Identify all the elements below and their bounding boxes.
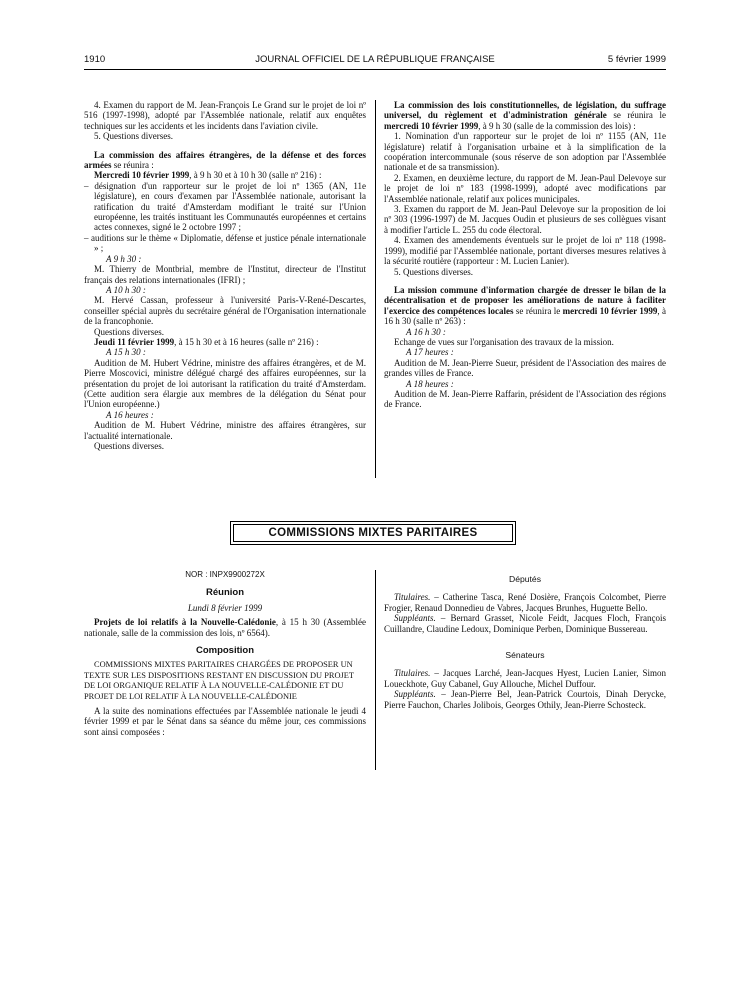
meeting-details: Projets de loi relatifs à la Nouvelle-Calédonie, à 15 h 30 (Assemblée nationale, salle de la commission des lois, nº 6564). xyxy=(84,617,366,638)
commission-announcement: La commission des lois constitutionnelles, de législation, du suffrage universel, du règlement et d'administration générale se réunira le mercredi 10 février 1999, à 9 h 30 (salle de la commission des lois) : xyxy=(384,100,666,131)
agenda-item: 3. Examen du rapport de M. Jean-Paul Delevoye sur la proposition de loi nº 303 (1996-1997) de M. Jacques Oudin et plusieurs de ses collègues visant à modifier l'article L. 255 du code électoral. xyxy=(384,204,666,235)
group-heading-senateurs: Sénateurs xyxy=(505,650,545,661)
paragraph: Questions diverses. xyxy=(94,441,164,451)
time-label: A 16 h 30 : xyxy=(406,326,446,337)
session-date: Mercredi 10 février 1999, à 9 h 30 et à 10 h 30 (salle nº 216) : xyxy=(94,170,322,181)
issue-date: 5 février 1999 xyxy=(607,54,666,65)
column-divider xyxy=(375,570,376,770)
session-date: Jeudi 11 février 1999, à 15 h 30 et à 16 heures (salle nº 216) : xyxy=(94,336,319,347)
mission-announcement: La mission commune d'information chargée de dresser le bilan de la décentralisation et de proposer les améliorations de nature à faciliter l'exercice des compétences locales se réunira le mercredi 10 février 1999, à 16 h 30 (salle nº 263) : xyxy=(384,284,666,327)
section-heading-composition: Composition xyxy=(195,645,255,657)
time-label: A 15 h 30 : xyxy=(106,347,146,358)
paragraph: 5. Questions diverses. xyxy=(94,131,173,142)
group-heading-deputes: Députés xyxy=(508,574,541,584)
right-column-bottom xyxy=(384,574,666,710)
paragraph: M. Hervé Cassan, professeur à l'université Paris-V-René-Descartes, conseiller spécial auprès du secrétaire général de l'Organisation internationale de la francophonie. xyxy=(84,295,366,327)
members-list: Titulaires. – Jacques Larché, Jean-Jacques Hyest, Lucien Lanier, Simon Loueckhote, Guy Cabanel, Guy Allouche, Michel Duffour. xyxy=(384,668,666,689)
time-label: A 10 h 30 : xyxy=(106,284,146,295)
agenda-item: 5. Questions diverses. xyxy=(394,266,473,277)
agenda-item: 4. Examen des amendements éventuels sur le projet de loi nº 118 (1998-1999), modifié par l'Assemblée nationale, portant diverses mesures relatives à la sécurité routière (rapporteur : M. Lucien Lanier). xyxy=(384,235,666,267)
column-divider xyxy=(375,100,376,478)
section-banner xyxy=(230,521,516,545)
paragraph: Questions diverses. xyxy=(94,326,164,337)
agenda-item: – auditions sur le thème « Diplomatie, défense et justice pénale internationale » ; xyxy=(84,232,366,254)
commission-caps-title: COMMISSIONS MIXTES PARITAIRES CHARGÉES DE PROPOSER UN TEXTE SUR LES DISPOSITIONS RESTANT EN DISCUSSION DU PROJET DE LOI ORGANIQUE RELATIF À LA NOUVELLE-CALÉDONIE ET DU PROJET DE LOI RELATIF À LA NOUVELLE-CALÉDONIE xyxy=(84,660,354,701)
members-list: Suppléants. – Bernard Grasset, Nicole Feidt, Jacques Floch, François Cuillandre, Claudine Ledoux, Dominique Perben, Dominique Bussereau. xyxy=(384,613,666,634)
nor-reference: NOR : INPX9900272X xyxy=(185,570,265,579)
paragraph: Audition de M. Hubert Védrine, ministre des affaires étrangères, et de M. Pierre Moscovici, ministre délégué chargé des affaires européennes, sur la présentation du projet de loi autorisant la ratification du traité d'Amsterdam. (Cette audition sera élargie aux membres de la délégation du Sénat pour l'Union européenne.) xyxy=(84,357,366,410)
agenda-item: – désignation d'un rapporteur sur le projet de loi nº 1365 (AN, 11e législature), en cours d'examen par l'Assemblée nationale, autorisant la ratification du traité d'Amsterdam modifiant le traité sur l'Union européenne, les traités instituant les Communautés européennes et certains actes connexes, signé le 2 octobre 1997 ; xyxy=(84,180,366,233)
page-number: 1910 xyxy=(84,54,106,65)
agenda-item: 2. Examen, en deuxième lecture, du rapport de M. Jean-Paul Delevoye sur le projet de loi nº 183 (1998-1999), adopté avec modifications par l'Assemblée nationale, relatif aux polices municipales. xyxy=(384,172,666,204)
left-column-bottom xyxy=(84,570,366,737)
paragraph: Audition de M. Hubert Védrine, ministre des affaires étrangères, sur l'actualité internationale. xyxy=(84,420,366,441)
commission-announcement: La commission des affaires étrangères, de la défense et des forces armées se réunira : xyxy=(84,149,366,171)
meeting-date: Lundi 8 février 1999 xyxy=(187,602,263,613)
right-column-top xyxy=(384,100,666,410)
page-header xyxy=(84,54,666,68)
paragraph: Echange de vues sur l'organisation des travaux de la mission. xyxy=(394,336,614,347)
section-title: COMMISSIONS MIXTES PARITAIRES xyxy=(233,524,513,542)
time-label: A 18 heures : xyxy=(406,378,454,389)
time-label: A 17 heures : xyxy=(406,347,454,358)
members-list: Suppléants. – Jean-Pierre Bel, Jean-Patrick Courtois, Dinah Derycke, Pierre Fauchon, Charles Jolibois, Georges Othily, Jean-Pierre Schosteck. xyxy=(384,689,666,710)
paragraph: 4. Examen du rapport de M. Jean-François Le Grand sur le projet de loi nº 516 (1997-1998), adopté par l'Assemblée nationale, relatif aux enquêtes techniques sur les accidents et les incidents dans l'aviation civile. xyxy=(84,100,366,131)
left-column-top xyxy=(84,100,366,451)
header-rule xyxy=(84,69,666,70)
paragraph: A la suite des nominations effectuées par l'Assemblée nationale le jeudi 4 février 1999 et par le Sénat dans sa séance du même jour, ces commissions sont ainsi composées : xyxy=(84,706,366,737)
section-heading-reunion: Réunion xyxy=(206,587,244,599)
paragraph: Audition de M. Jean-Pierre Sueur, président de l'Association des maires de grandes villes de France. xyxy=(384,357,666,379)
agenda-item: 1. Nomination d'un rapporteur sur le projet de loi nº 1155 (AN, 11e législature) relatif à l'organisation urbaine et à la simplification de la coopération intercommunale (sous réserve de son adoption par l'Assemblée nationale et de sa transmission). xyxy=(384,131,666,173)
members-list: Titulaires. – Catherine Tasca, René Dosière, François Colcombet, Pierre Frogier, Renaud Donnedieu de Vabres, Jacques Brunhes, Huguette Bello. xyxy=(384,592,666,613)
journal-title: JOURNAL OFFICIEL DE LA RÉPUBLIQUE FRANÇAISE xyxy=(255,54,495,65)
time-label: A 9 h 30 : xyxy=(106,253,142,264)
paragraph: M. Thierry de Montbrial, membre de l'Institut, directeur de l'Institut français des relations internationales (IFRI) ; xyxy=(84,264,366,285)
paragraph: Audition de M. Jean-Pierre Raffarin, président de l'Association des régions de France. xyxy=(384,388,666,410)
time-label: A 16 heures : xyxy=(106,409,154,420)
commission-name: La commission des affaires étrangères, de la défense et des forces armées xyxy=(84,149,366,171)
